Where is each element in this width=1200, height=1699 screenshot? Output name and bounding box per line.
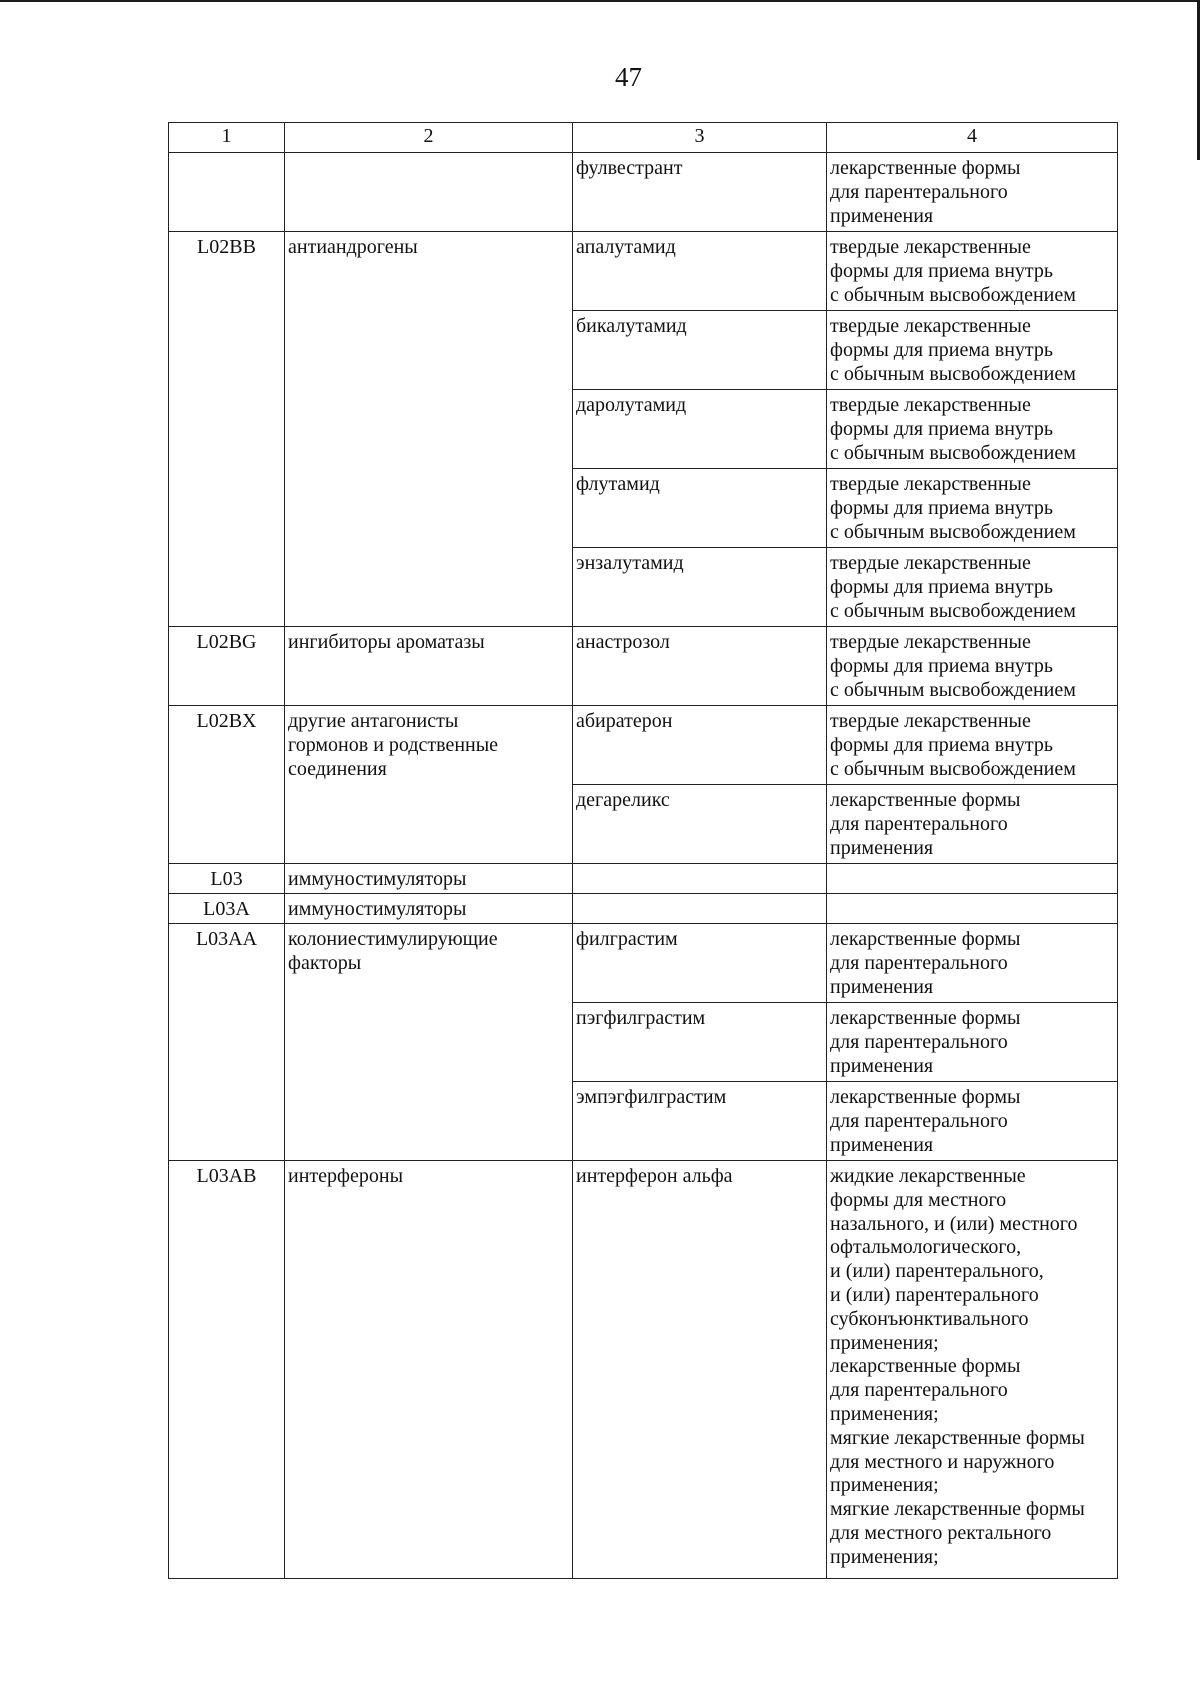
- form-cell: [827, 1161, 1118, 1579]
- form-cell: [827, 153, 1118, 232]
- group-cell: [285, 864, 573, 894]
- dosage-form: жидкие лекарственные формы для местного назального, и (или) местного офтальмологического, и (или) парентерального, и (или) парентерального субконъюнктивального применения; лекарственные формы для парентерального применения; мягкие лекарственные формы для местного и наружного применения; мягкие лекарственные формы для местного ректального применения;: [830, 1165, 1085, 1568]
- group-cell: [285, 1161, 573, 1579]
- atc-code-cell: [169, 894, 285, 924]
- atc-code-cell: [169, 153, 285, 232]
- group-cell: [285, 627, 573, 706]
- table-row: [169, 864, 1118, 894]
- group-cell: [285, 706, 573, 864]
- dosage-form: твердые лекарственные формы для приема внутрь с обычным высвобождением: [830, 552, 1076, 622]
- drug-table: [168, 122, 1118, 1579]
- drug-cell: [573, 232, 827, 311]
- atc-code-cell: [169, 232, 285, 627]
- drug-name: абиратерон: [576, 710, 673, 732]
- atc-code: L03: [210, 868, 243, 890]
- drug-name: эмпэгфилграстим: [576, 1086, 727, 1108]
- group-name: другие антагонисты гормонов и родственные соединения: [288, 710, 499, 780]
- drug-cell: [573, 785, 827, 864]
- table-row: [169, 232, 1118, 311]
- drug-name: флутамид: [576, 473, 660, 495]
- form-cell: [827, 894, 1118, 924]
- drug-name: бикалутамид: [576, 315, 687, 337]
- dosage-form: твердые лекарственные формы для приема внутрь с обычным высвобождением: [830, 473, 1076, 543]
- group-name: колониестимулирующие факторы: [288, 928, 498, 974]
- group-name: интерфероны: [288, 1165, 403, 1187]
- dosage-form: твердые лекарственные формы для приема внутрь с обычным высвобождением: [830, 710, 1076, 780]
- dosage-form: лекарственные формы для парентерального применения: [830, 789, 1021, 859]
- atc-code-cell: [169, 864, 285, 894]
- group-cell: [285, 924, 573, 1161]
- scan-edge-top: [0, 0, 1200, 2]
- drug-name: интерферон альфа: [576, 1165, 733, 1187]
- form-cell: [827, 232, 1118, 311]
- header-col-2: 2: [285, 123, 573, 153]
- header-row: [169, 123, 1118, 153]
- drug-name: энзалутамид: [576, 552, 684, 574]
- form-cell: [827, 1003, 1118, 1082]
- atc-code-cell: [169, 924, 285, 1161]
- form-cell: [827, 924, 1118, 1003]
- atc-code: L02BB: [197, 236, 256, 258]
- drug-cell: [573, 469, 827, 548]
- atc-code-cell: [169, 627, 285, 706]
- table-row: [169, 1161, 1118, 1579]
- drug-cell: [573, 548, 827, 627]
- dosage-form: лекарственные формы для парентерального применения: [830, 928, 1021, 998]
- drug-cell: [573, 1003, 827, 1082]
- dosage-form: лекарственные формы для парентерального применения: [830, 1007, 1021, 1077]
- table-row: [169, 153, 1118, 232]
- form-cell: [827, 548, 1118, 627]
- group-cell: [285, 894, 573, 924]
- drug-name: фулвестрант: [576, 157, 683, 179]
- dosage-form: твердые лекарственные формы для приема внутрь с обычным высвобождением: [830, 315, 1076, 385]
- table-row: [169, 706, 1118, 785]
- group-name: иммуностимуляторы: [288, 898, 467, 920]
- form-cell: [827, 390, 1118, 469]
- atc-code: L03A: [203, 898, 250, 920]
- drug-name: даролутамид: [576, 394, 687, 416]
- drug-cell: [573, 1082, 827, 1161]
- drug-name: филграстим: [576, 928, 678, 950]
- drug-cell: [573, 706, 827, 785]
- table-row: [169, 924, 1118, 1003]
- drug-name: апалутамид: [576, 236, 676, 258]
- group-cell: [285, 232, 573, 627]
- atc-code: L03AA: [195, 928, 258, 950]
- drug-cell: [573, 1161, 827, 1579]
- form-cell: [827, 785, 1118, 864]
- table-row: [169, 894, 1118, 924]
- dosage-form: твердые лекарственные формы для приема внутрь с обычным высвобождением: [830, 631, 1076, 701]
- atc-code-cell: [169, 1161, 285, 1579]
- form-cell: [827, 706, 1118, 785]
- header-col-3: 3: [573, 123, 827, 153]
- form-cell: [827, 311, 1118, 390]
- drug-cell: [573, 924, 827, 1003]
- drug-cell: [573, 627, 827, 706]
- table-row: [169, 627, 1118, 706]
- drug-name: анастрозол: [576, 631, 670, 653]
- drug-cell: [573, 390, 827, 469]
- atc-code-cell: [169, 706, 285, 864]
- form-cell: [827, 1082, 1118, 1161]
- atc-code: L03AB: [196, 1165, 257, 1187]
- header-col-1: 1: [169, 123, 285, 153]
- form-cell: [827, 627, 1118, 706]
- drug-cell: [573, 894, 827, 924]
- group-name: антиандрогены: [288, 236, 418, 258]
- drug-cell: [573, 311, 827, 390]
- atc-code: L02BX: [196, 710, 257, 732]
- header-col-4: 4: [827, 123, 1118, 153]
- dosage-form: твердые лекарственные формы для приема внутрь с обычным высвобождением: [830, 394, 1076, 464]
- form-cell: [827, 469, 1118, 548]
- drug-cell: [573, 153, 827, 232]
- dosage-form: лекарственные формы для парентерального применения: [830, 1086, 1021, 1156]
- drug-name: пэгфилграстим: [576, 1007, 706, 1029]
- group-cell: [285, 153, 573, 232]
- page-number: 47: [615, 62, 642, 92]
- group-name: иммуностимуляторы: [288, 868, 467, 890]
- drug-cell: [573, 864, 827, 894]
- drug-name: дегареликс: [576, 789, 670, 811]
- atc-code: L02BG: [196, 631, 257, 653]
- dosage-form: твердые лекарственные формы для приема внутрь с обычным высвобождением: [830, 236, 1076, 306]
- group-name: ингибиторы ароматазы: [288, 631, 485, 653]
- form-cell: [827, 864, 1118, 894]
- dosage-form: лекарственные формы для парентерального применения: [830, 157, 1021, 227]
